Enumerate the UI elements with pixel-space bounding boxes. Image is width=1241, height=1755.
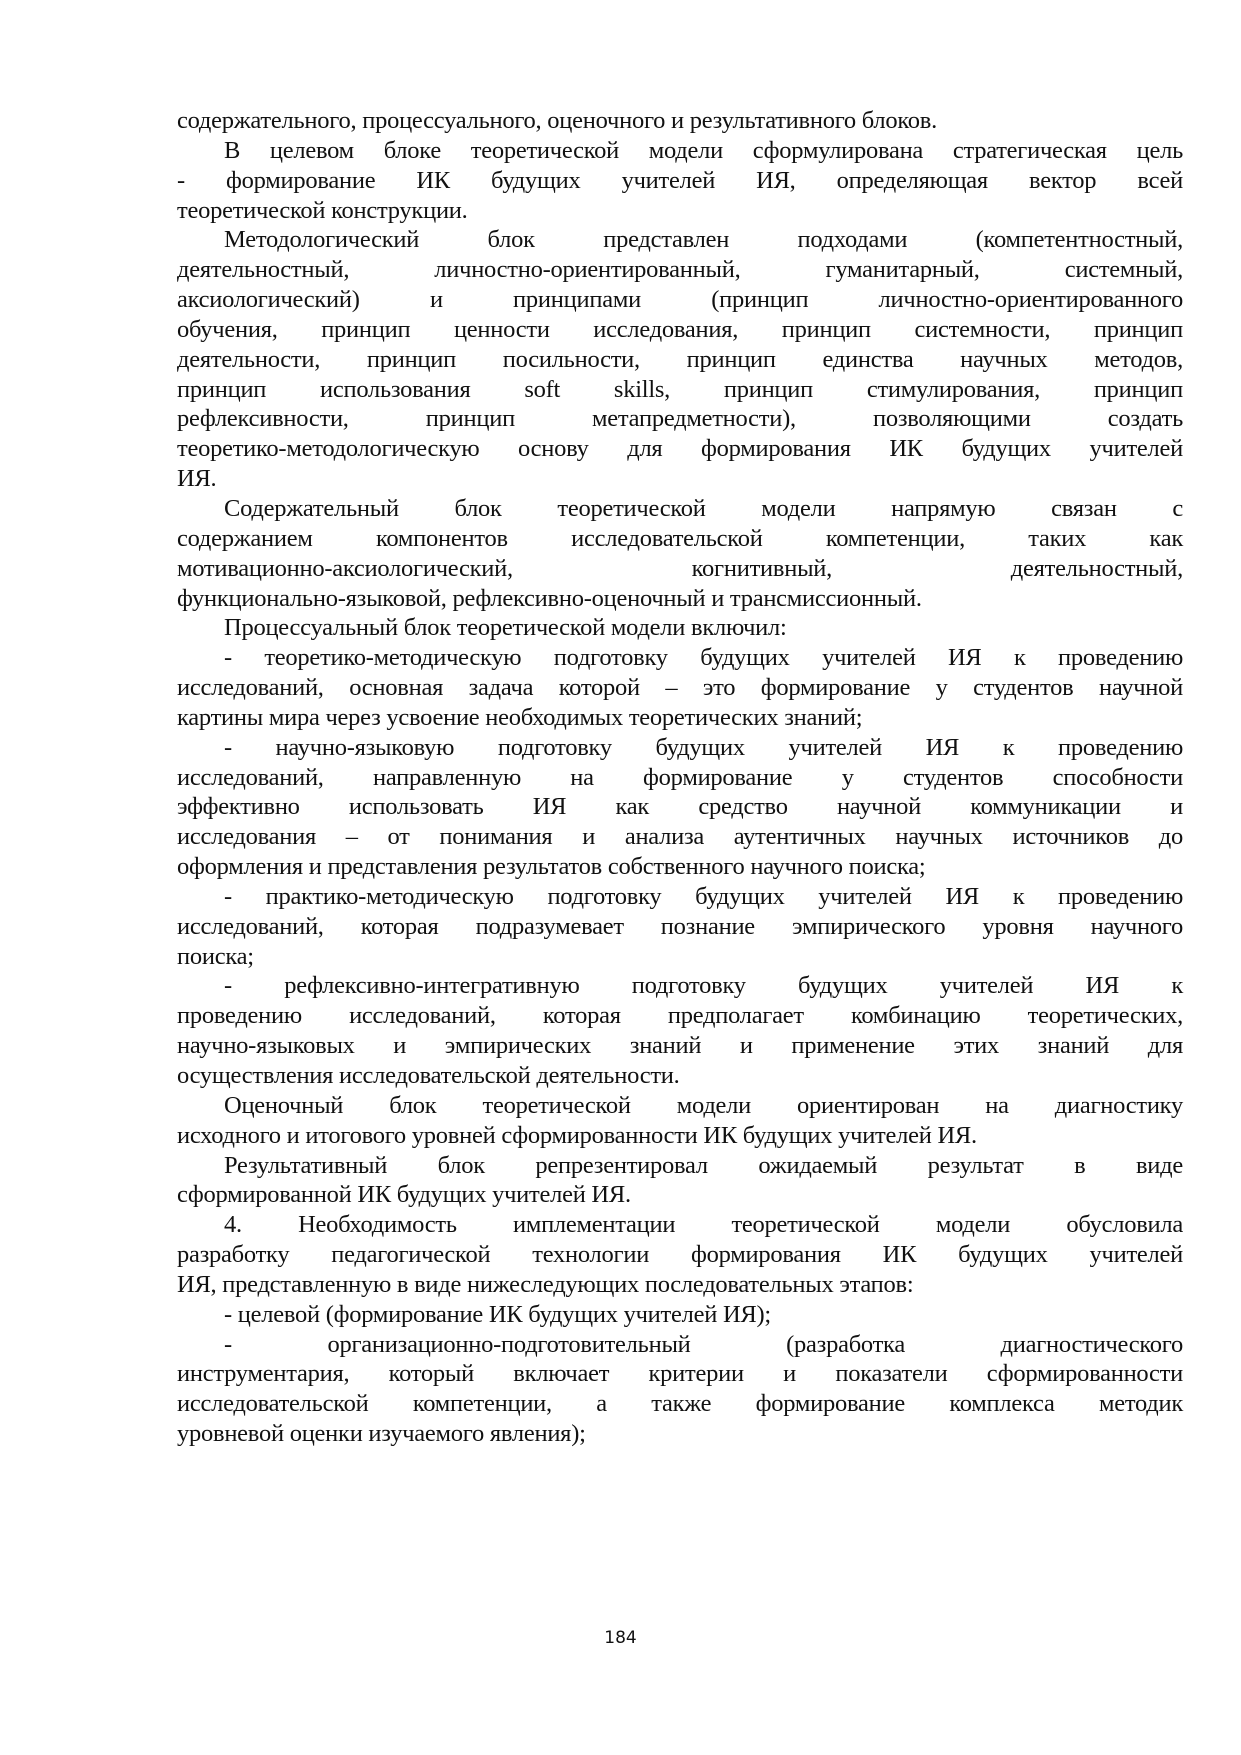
- text-line: В целевом блоке теоретической модели сформулирована стратегическая цель: [224, 136, 1183, 164]
- text-line: - теоретико-методическую подготовку будущих учителей ИЯ к проведению: [224, 644, 1183, 672]
- paragraph: [177, 1151, 1183, 1211]
- text-line: исследовательской компетенции, а также формирование комплекса методик: [177, 1390, 1183, 1418]
- text-line: картины мира через усвоение необходимых теоретических знаний;: [177, 703, 863, 731]
- text-line: научно-языковых и эмпирических знаний и применение этих знаний для: [177, 1032, 1183, 1060]
- text-line: Результативный блок репрезентировал ожидаемый результат в виде: [224, 1151, 1183, 1179]
- document-body: [177, 106, 1183, 1449]
- text-line: содержательного, процессуального, оценочного и результативного блоков.: [177, 107, 937, 134]
- text-line: оформления и представления результатов собственного научного поиска;: [177, 853, 926, 881]
- text-line: - научно-языковую подготовку будущих учителей ИЯ к проведению: [224, 733, 1183, 761]
- paragraph: [177, 882, 1183, 972]
- text-line: теоретико-методологическую основу для формирования ИК будущих учителей: [177, 435, 1183, 463]
- text-line: ИЯ.: [177, 465, 217, 493]
- text-line: - формирование ИК будущих учителей ИЯ, определяющая вектор всей: [177, 166, 1183, 194]
- text-line: 4. Необходимость имплементации теоретической модели обусловила: [224, 1211, 1183, 1239]
- text-line: Процессуальный блок теоретической модели включил:: [224, 614, 787, 642]
- paragraph: [177, 1330, 1183, 1449]
- text-line: Оценочный блок теоретической модели ориентирован на диагностику: [224, 1091, 1183, 1119]
- text-line: осуществления исследовательской деятельности.: [177, 1062, 680, 1089]
- page-number: 184: [604, 1628, 637, 1648]
- text-line: аксиологический) и принципами (принцип личностно-ориентированного: [177, 286, 1183, 314]
- paragraph: [177, 106, 1183, 136]
- text-line: эффективно использовать ИЯ как средство научной коммуникации и: [177, 793, 1183, 821]
- text-line: мотивационно-аксиологический, когнитивный, деятельностный,: [177, 554, 1183, 582]
- text-line: поиска;: [177, 942, 254, 970]
- text-line: - практико-методическую подготовку будущих учителей ИЯ к проведению: [224, 882, 1183, 910]
- paragraph: [177, 136, 1183, 226]
- text-line: - организационно-подготовительный (разработка диагностического: [224, 1330, 1183, 1358]
- text-line: разработку педагогической технологии формирования ИК будущих учителей: [177, 1241, 1183, 1269]
- text-line: исследований, которая подразумевает познание эмпирического уровня научного: [177, 912, 1183, 940]
- text-line: исследования – от понимания и анализа аутентичных научных источников до: [177, 823, 1183, 851]
- text-line: инструментария, который включает критерии и показатели сформированности: [177, 1360, 1183, 1388]
- text-line: сформированной ИК будущих учителей ИЯ.: [177, 1181, 631, 1209]
- text-line: содержанием компонентов исследовательской компетенции, таких как: [177, 524, 1183, 552]
- paragraph: [177, 643, 1183, 733]
- text-line: ИЯ, представленную в виде нижеследующих последовательных этапов:: [177, 1270, 914, 1298]
- paragraph: [177, 494, 1183, 613]
- paragraph: [177, 733, 1183, 882]
- text-line: функционально-языковой, рефлексивно-оценочный и трансмиссионный.: [177, 584, 922, 612]
- text-line: обучения, принцип ценности исследования, принцип системности, принцип: [177, 315, 1183, 343]
- text-line: исследований, направленную на формирование у студентов способности: [177, 763, 1183, 791]
- text-line: исходного и итогового уровней сформированности ИК будущих учителей ИЯ.: [177, 1121, 977, 1149]
- paragraph: [177, 1210, 1183, 1300]
- text-line: Методологический блок представлен подходами (компетентностный,: [224, 226, 1183, 254]
- text-line: Содержательный блок теоретической модели напрямую связан с: [224, 494, 1183, 522]
- text-line: уровневой оценки изучаемого явления);: [177, 1420, 586, 1448]
- text-line: проведению исследований, которая предполагает комбинацию теоретических,: [177, 1002, 1183, 1030]
- text-line: теоретической конструкции.: [177, 196, 468, 224]
- text-line: деятельностный, личностно-ориентированный, гуманитарный, системный,: [177, 256, 1183, 284]
- text-line: исследований, основная задача которой – это формирование у студентов научной: [177, 674, 1183, 702]
- paragraph: [177, 613, 1183, 643]
- text-line: - целевой (формирование ИК будущих учителей ИЯ);: [224, 1300, 771, 1328]
- text-line: принцип использования soft skills, принцип стимулирования, принцип: [177, 375, 1183, 403]
- text-line: - рефлексивно-интегративную подготовку будущих учителей ИЯ к: [224, 972, 1183, 1000]
- paragraph: [177, 225, 1183, 494]
- text-line: рефлексивности, принцип метапредметности), позволяющими создать: [177, 405, 1183, 433]
- paragraph: [177, 971, 1183, 1090]
- paragraph: [177, 1300, 1183, 1330]
- text-line: деятельности, принцип посильности, принцип единства научных методов,: [177, 345, 1183, 373]
- paragraph: [177, 1091, 1183, 1151]
